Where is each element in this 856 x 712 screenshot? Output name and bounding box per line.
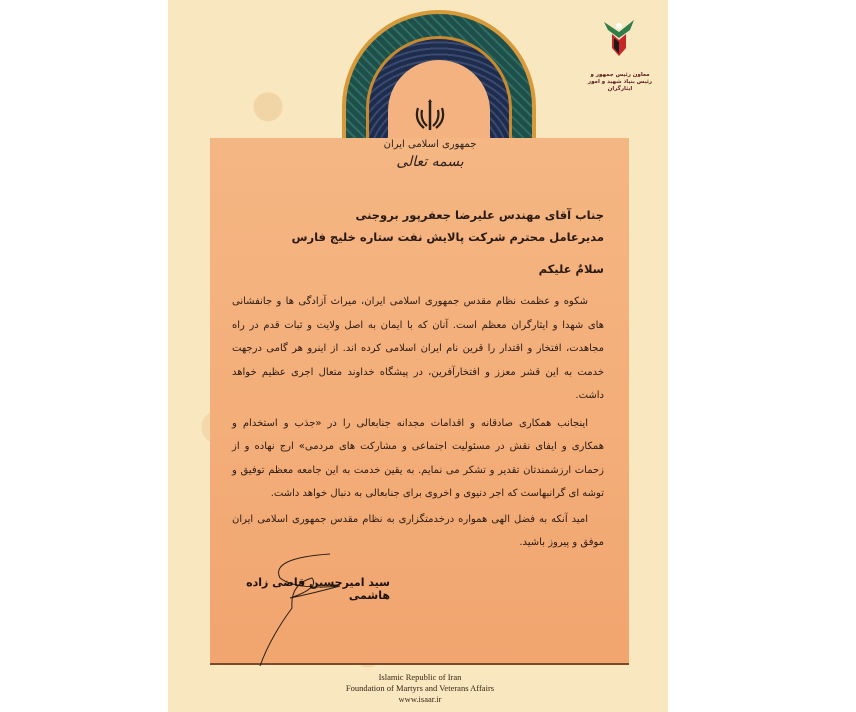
signatory-name: سید امیرحسین قاضی زاده هاشمی (246, 576, 390, 602)
logo-caption-line2: رئیس بنیاد شهید و امور ایثارگران (587, 79, 653, 92)
country-name-fa: جمهوری اسلامی ایران (383, 139, 477, 150)
bismillah-calligraphy: بسمه تعالی (396, 154, 464, 170)
logo-caption-line1: معاون رئیس جمهور و (590, 72, 650, 78)
greeting: سلامٌ علیکم (538, 262, 604, 276)
paragraph-1: شکوه و عظمت نظام مقدس جمهوری اسلامی ایران، میراث آزادگی ها و جانفشانی های شهدا و ایثارگران معظم است. آنان که با ایمان به اصل ولایت و ثبات قدم در راه مجاهدت، افتخار و اقتدار را قرین نام ایران اسلامی کرده اند. از اینرو هر گامی درجهت خدمت به این قشر معزز و افتخارآفرین، در پیشگاه خداوند متعال اجری عظیم خواهد داشت. (232, 296, 604, 401)
paragraph-2: اینجانب همکاری صادقانه و اقدامات مجدانه جنابعالی را در «جذب و استخدام و همکاری و ایفای نقش در مسئولیت اجتماعی و مشارکت های مردمی» ارج نهاده و از زحمات ارزشمندتان تقدیر و تشکر می نمایم. به یقین خدمت به این جامعه معظم توفیق و توشه ای گرانبهاست که اجر دنیوی و اخروی برای جنابعالی به دنبال خواهد داشت. (232, 417, 604, 499)
recipient-name: جناب آقای مهندس علیرضا جعفرپور بروجنی (355, 208, 604, 222)
iran-emblem-icon (412, 96, 448, 136)
footer-website: www.isaar.ir (398, 694, 442, 704)
logo-caption (575, 72, 665, 93)
footer-line-2: Foundation of Martyrs and Veterans Affairs (345, 683, 495, 693)
recipient-title: مدیرعامل محترم شرکت پالایش نفت ستاره خلیج فارس (291, 230, 604, 244)
paragraph-3: امید آنکه به فضل الهی همواره درخدمتگزاری به نظام مقدس جمهوری اسلامی ایران موفق و پیروز باشید. (232, 513, 604, 548)
letter-body (232, 204, 604, 555)
signature-scribble (250, 548, 360, 668)
footer-line-1: Islamic Republic of Iran (378, 672, 462, 682)
foundation-of-martyrs-logo-icon (600, 14, 638, 62)
footer (300, 672, 540, 705)
